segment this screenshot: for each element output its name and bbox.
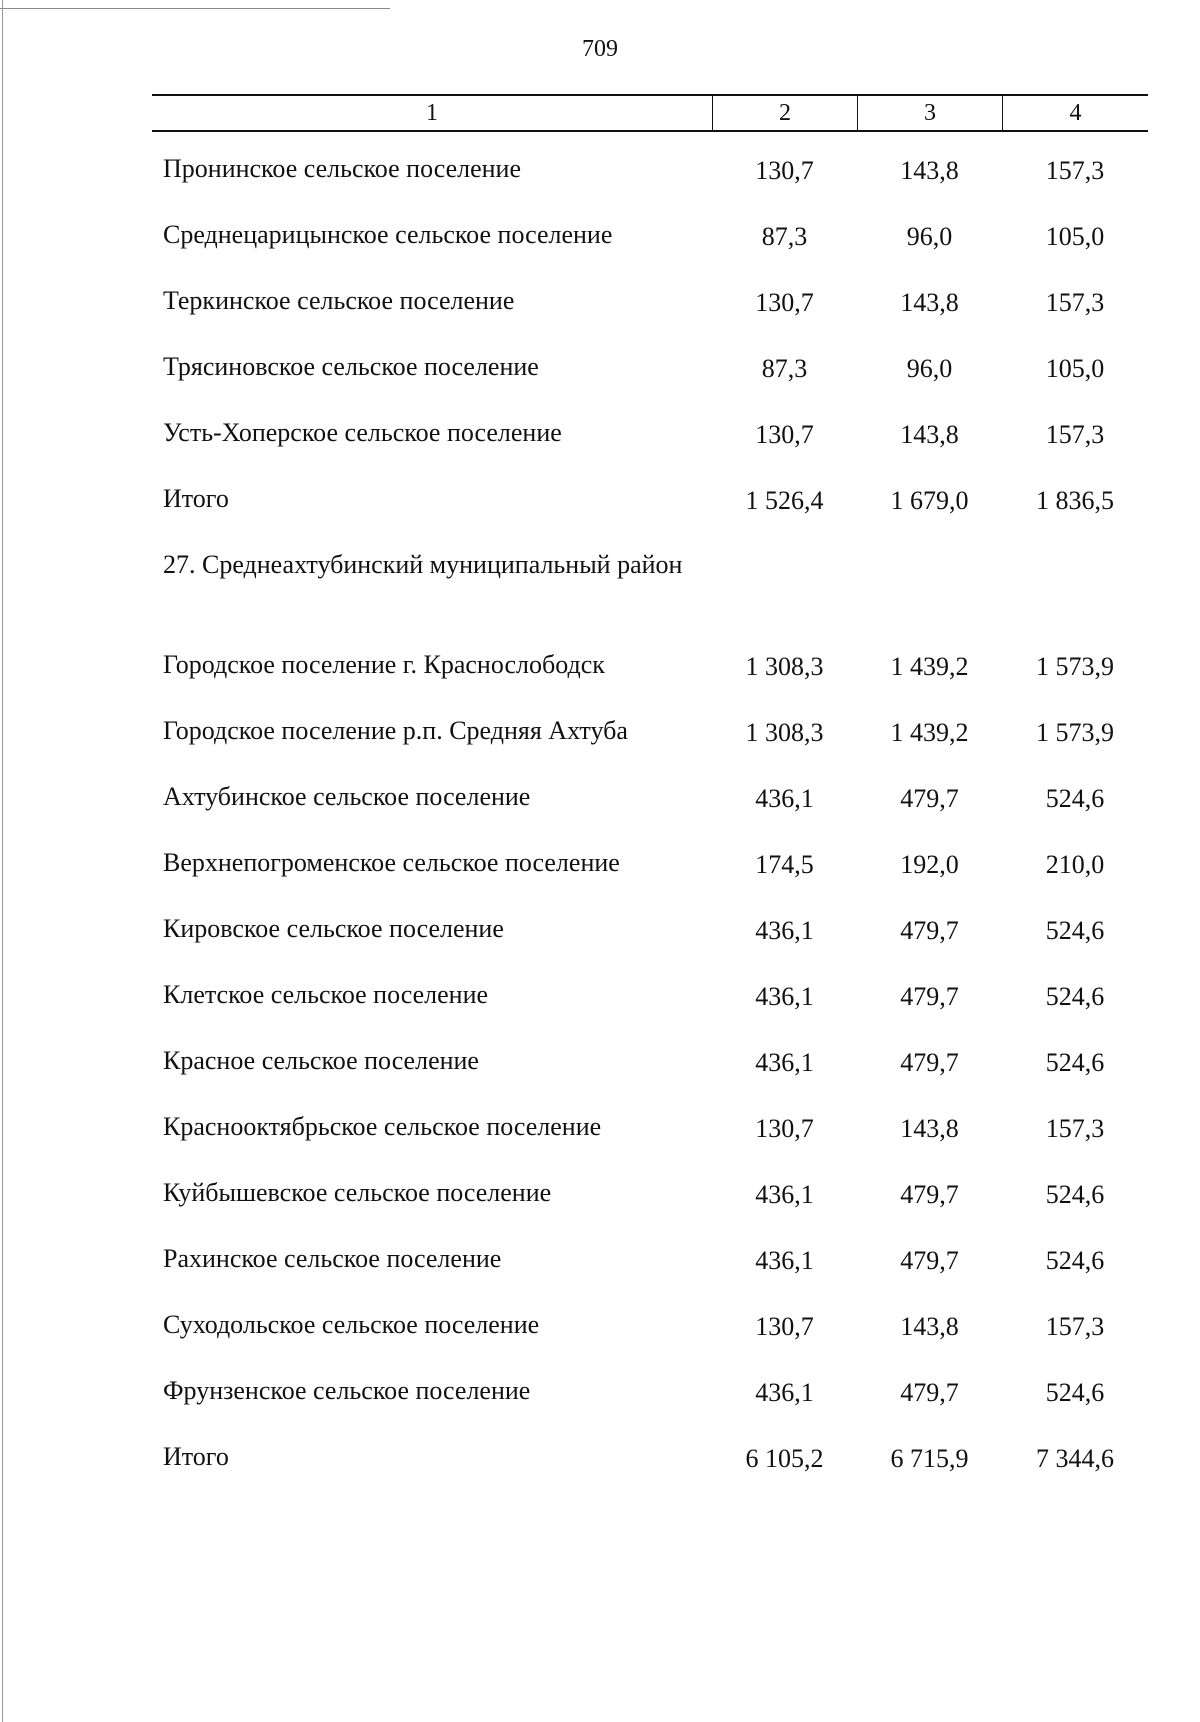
row-value-col-2: 436,1 (755, 982, 814, 1011)
row-name: Городское поселение р.п. Средняя Ахтуба (163, 716, 628, 745)
row-value-col-3: 1 679,0 (890, 486, 969, 515)
row-value-col-2: 436,1 (755, 916, 814, 945)
row-name: Пронинское сельское поселение (163, 154, 522, 183)
row-name: Городское поселение г. Краснослободск (163, 650, 605, 679)
table-row (0, 1309, 1200, 1375)
row-value-col-2: 436,1 (755, 1048, 814, 1077)
scan-edge-line (0, 8, 390, 9)
table-row (0, 1375, 1200, 1441)
row-name: Фрунзенское сельское поселение (163, 1376, 531, 1405)
table-row (0, 649, 1200, 715)
row-value-col-2: 6 105,2 (745, 1444, 824, 1473)
row-name: Кировское сельское поселение (163, 914, 504, 943)
row-value-col-3: 479,7 (900, 784, 959, 813)
row-value-col-3: 479,7 (900, 1246, 959, 1275)
row-value-col-3: 96,0 (906, 222, 953, 251)
table-row (0, 1177, 1200, 1243)
table-row (0, 1243, 1200, 1309)
table-row (0, 913, 1200, 979)
row-value-col-2: 87,3 (761, 354, 808, 383)
header-col-2: 2 (712, 96, 857, 130)
row-name: Куйбышевское сельское поселение (163, 1178, 552, 1207)
row-name: 27. Среднеахтубинский муниципальный район (163, 550, 683, 579)
total-row (0, 483, 1200, 549)
table-row (0, 417, 1200, 483)
row-value-col-3: 143,8 (900, 420, 959, 449)
row-value-col-3: 479,7 (900, 982, 959, 1011)
row-value-col-4: 1 573,9 (1036, 718, 1114, 747)
row-value-col-2: 436,1 (755, 1378, 814, 1407)
table-row (0, 781, 1200, 847)
row-value-col-2: 130,7 (755, 1114, 814, 1143)
row-value-col-4: 157,3 (1045, 156, 1105, 185)
row-name: Ахтубинское сельское поселение (163, 782, 531, 811)
row-name: Итого (163, 1442, 229, 1471)
row-value-col-2: 130,7 (755, 420, 814, 449)
row-name: Верхнепогроменское сельское поселение (163, 848, 620, 877)
table-row (0, 979, 1200, 1045)
row-value-col-3: 6 715,9 (890, 1444, 969, 1473)
row-value-col-4: 210,0 (1045, 850, 1105, 879)
table-row (0, 351, 1200, 417)
table-body (0, 153, 1200, 1507)
row-value-col-4: 524,6 (1045, 1180, 1105, 1209)
row-name: Трясиновское сельское поселение (163, 352, 539, 381)
row-value-col-3: 1 439,2 (890, 718, 969, 747)
table-row (0, 219, 1200, 285)
row-value-col-4: 157,3 (1045, 1312, 1105, 1341)
row-value-col-2: 130,7 (755, 1312, 814, 1341)
row-value-col-4: 157,3 (1045, 288, 1105, 317)
row-value-col-3: 96,0 (906, 354, 953, 383)
row-value-col-3: 192,0 (900, 850, 959, 879)
row-name: Клетское сельское поселение (163, 980, 489, 1009)
row-value-col-4: 157,3 (1045, 420, 1105, 449)
table-row (0, 285, 1200, 351)
row-value-col-4: 524,6 (1045, 916, 1105, 945)
row-value-col-4: 524,6 (1045, 1048, 1105, 1077)
row-value-col-2: 1 526,4 (745, 486, 824, 515)
row-value-col-4: 524,6 (1045, 982, 1105, 1011)
total-row (0, 1441, 1200, 1507)
row-value-col-4: 1 836,5 (1036, 486, 1114, 515)
row-value-col-2: 87,3 (761, 222, 808, 251)
row-value-col-3: 143,8 (900, 1114, 959, 1143)
row-value-col-2: 1 308,3 (745, 652, 824, 681)
row-name: Теркинское сельское поселение (163, 286, 515, 315)
row-value-col-2: 436,1 (755, 1246, 814, 1275)
row-value-col-3: 143,8 (900, 156, 959, 185)
table-header (152, 94, 1148, 132)
row-value-col-4: 105,0 (1045, 354, 1105, 383)
header-col-1: 1 (426, 100, 438, 126)
row-value-col-2: 130,7 (755, 288, 814, 317)
row-value-col-4: 524,6 (1045, 784, 1105, 813)
row-value-col-3: 479,7 (900, 916, 959, 945)
row-name: Среднецарицынское сельское поселение (163, 220, 613, 249)
row-value-col-4: 1 573,9 (1036, 652, 1114, 681)
table-row (0, 1111, 1200, 1177)
table-row (0, 715, 1200, 781)
row-value-col-4: 157,3 (1045, 1114, 1105, 1143)
row-value-col-4: 105,0 (1045, 222, 1105, 251)
row-value-col-3: 1 439,2 (890, 652, 969, 681)
row-value-col-4: 524,6 (1045, 1246, 1105, 1275)
page-number: 709 (582, 36, 618, 62)
row-value-col-2: 130,7 (755, 156, 814, 185)
row-name: Усть-Хоперское сельское поселение (163, 418, 562, 447)
row-value-col-3: 479,7 (900, 1048, 959, 1077)
row-value-col-3: 143,8 (900, 288, 959, 317)
row-value-col-2: 174,5 (755, 850, 814, 879)
row-name: Краснооктябрьское сельское поселение (163, 1112, 602, 1141)
header-col-4: 4 (1002, 96, 1148, 130)
header-col-3: 3 (857, 96, 1002, 130)
table-row (0, 847, 1200, 913)
row-name: Рахинское сельское поселение (163, 1244, 502, 1273)
row-name: Суходольское сельское поселение (163, 1310, 540, 1339)
row-value-col-3: 143,8 (900, 1312, 959, 1341)
row-name: Красное сельское поселение (163, 1046, 479, 1075)
table-row (0, 153, 1200, 219)
row-name: Итого (163, 484, 229, 513)
row-value-col-4: 7 344,6 (1036, 1444, 1114, 1473)
section-heading-row (0, 549, 1200, 649)
table-row (0, 1045, 1200, 1111)
row-value-col-2: 436,1 (755, 1180, 814, 1209)
row-value-col-3: 479,7 (900, 1378, 959, 1407)
row-value-col-2: 1 308,3 (745, 718, 824, 747)
row-value-col-4: 524,6 (1045, 1378, 1105, 1407)
row-value-col-3: 479,7 (900, 1180, 959, 1209)
row-value-col-2: 436,1 (755, 784, 814, 813)
